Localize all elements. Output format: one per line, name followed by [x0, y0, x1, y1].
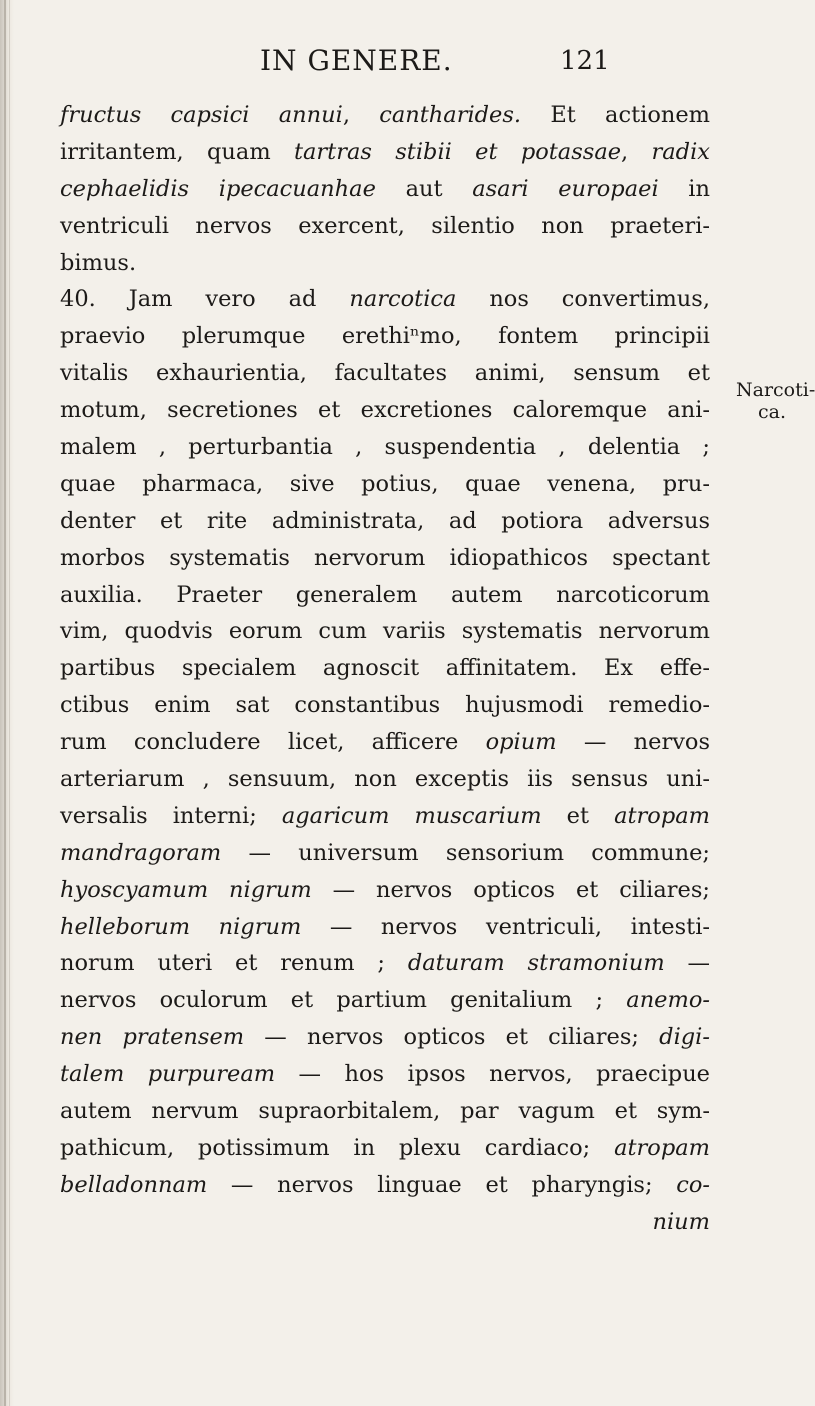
text-line	[60, 1019, 710, 1056]
text-run: denter et rite administrata, ad potiora adversus	[60, 507, 710, 534]
text-line	[60, 392, 710, 429]
italic-term: helleborum nigrum	[60, 913, 302, 940]
text-line	[60, 171, 710, 208]
italic-term: opium	[485, 729, 557, 756]
text-run: — nervos	[556, 729, 710, 756]
text-run: Et actionem	[521, 102, 711, 128]
text-line	[60, 1130, 710, 1167]
spine-line	[4, 0, 6, 1406]
text-line	[60, 650, 710, 687]
text-run: partibus specialem agnoscit affinitatem. Ex effe-	[60, 655, 710, 682]
italic-term: radix	[651, 138, 710, 165]
italic-term: agaricum muscarium	[281, 802, 542, 829]
book-spine-shadow	[0, 0, 14, 1406]
text-run: irritantem, quam	[60, 138, 294, 165]
text-run: auxilia. Praeter generalem autem narcoticorum	[60, 581, 710, 608]
text-line	[60, 134, 710, 171]
text-line	[60, 1093, 710, 1130]
text-run: autem nervum supraorbitalem, par vagum et sym-	[60, 1098, 710, 1125]
text-run: arteriarum , sensuum, non exceptis iis sensus uni-	[60, 766, 710, 793]
text-line	[60, 872, 710, 909]
text-line	[60, 429, 710, 466]
text-run: malem , perturbantia , suspendentia , delentia ;	[60, 434, 710, 461]
margin-note-line: ca.	[758, 401, 787, 423]
margin-note-line: Narcoti-	[736, 379, 815, 401]
text-line	[60, 281, 710, 318]
italic-term: cantharides.	[379, 102, 522, 128]
italic-term: daturam stramonium	[407, 950, 665, 977]
italic-term: hyoscyamum nigrum	[60, 876, 312, 903]
spine-line	[9, 0, 10, 1406]
text-run: ,	[342, 102, 380, 128]
text-run: quae pharmaca, sive potius, quae venena, pru-	[60, 470, 710, 497]
text-run: norum uteri et renum ;	[60, 950, 408, 977]
text-line	[60, 577, 710, 614]
text-run: versalis interni;	[60, 802, 282, 829]
text-line	[60, 540, 710, 577]
text-run: — nervos opticos et ciliares;	[244, 1024, 660, 1051]
body-text	[60, 97, 710, 1241]
italic-term: talem purpuream	[60, 1061, 276, 1088]
text-line	[60, 503, 710, 540]
italic-term: digi-	[659, 1024, 710, 1051]
text-run: vim, quodvis eorum cum variis systematis nervorum	[60, 618, 710, 645]
text-run: morbos systematis nervorum idiopathicos spectant	[60, 544, 710, 571]
italic-term: atropam	[614, 802, 710, 829]
text-line	[60, 1056, 710, 1093]
italic-term: fructus capsici annui	[60, 102, 343, 128]
text-line	[60, 466, 710, 503]
text-line	[60, 318, 710, 355]
running-head: IN GENERE.	[260, 44, 453, 77]
text-run: —	[664, 950, 710, 977]
italic-term: nen pratensem	[60, 1024, 245, 1051]
italic-term: narcotica	[349, 286, 457, 313]
text-line	[60, 761, 710, 798]
text-run: — universum sensorium commune;	[221, 839, 710, 866]
text-run: — hos ipsos nervos, praecipue	[275, 1061, 710, 1088]
text-run: motum, secretiones et excretiones caloremque ani-	[60, 397, 710, 424]
italic-term: tartras stibii et potassae	[293, 138, 622, 165]
italic-term: cephaelidis ipecacuanhae	[60, 175, 376, 202]
text-run: ctibus enim sat constantibus hujusmodi remedio-	[60, 692, 710, 719]
text-run: 40. Jam vero ad	[60, 286, 350, 313]
italic-term: asari europaei	[472, 175, 659, 202]
italic-term: belladonnam	[60, 1171, 208, 1198]
text-line	[60, 687, 710, 724]
text-run: ,	[621, 138, 652, 165]
italic-term: mandragoram	[60, 839, 222, 866]
text-run: — nervos opticos et ciliares;	[311, 876, 710, 903]
text-line	[60, 97, 710, 134]
page-header	[230, 44, 630, 80]
italic-term: anemo-	[626, 987, 710, 1014]
text-line	[60, 613, 710, 650]
text-run: in	[658, 175, 710, 202]
italic-term: atropam	[614, 1134, 710, 1161]
italic-term: co-	[676, 1171, 710, 1198]
text-line	[60, 835, 710, 872]
text-line	[60, 724, 710, 761]
italic-term: nium	[652, 1208, 710, 1235]
margin-note	[736, 379, 815, 423]
text-line	[60, 208, 710, 245]
text-run: nos convertimus,	[456, 286, 710, 313]
text-run: vitalis exhaurientia, facultates animi, sensum et	[60, 360, 710, 387]
page-number: 121	[560, 46, 610, 76]
text-run: — nervos ventriculi, intesti-	[301, 913, 710, 940]
text-run: pathicum, potissimum in plexu cardiaco;	[60, 1134, 615, 1161]
text-line	[60, 1167, 710, 1204]
text-line	[60, 1204, 710, 1241]
text-run: bimus.	[60, 249, 137, 276]
text-run: rum concludere licet, afficere	[60, 729, 486, 756]
text-run: — nervos linguae et pharyngis;	[207, 1171, 677, 1198]
text-run: praevio plerumque erethiⁿmo, fontem principii	[60, 323, 710, 350]
text-run: et	[541, 802, 615, 829]
text-run: ventriculi nervos exercent, silentio non praeteri-	[60, 212, 710, 239]
text-line	[60, 245, 710, 282]
text-run: nervos oculorum et partium genitalium ;	[60, 987, 627, 1014]
text-line	[60, 798, 710, 835]
text-line	[60, 909, 710, 946]
text-line	[60, 982, 710, 1019]
text-line	[60, 945, 710, 982]
text-line	[60, 355, 710, 392]
text-run: aut	[375, 175, 473, 202]
